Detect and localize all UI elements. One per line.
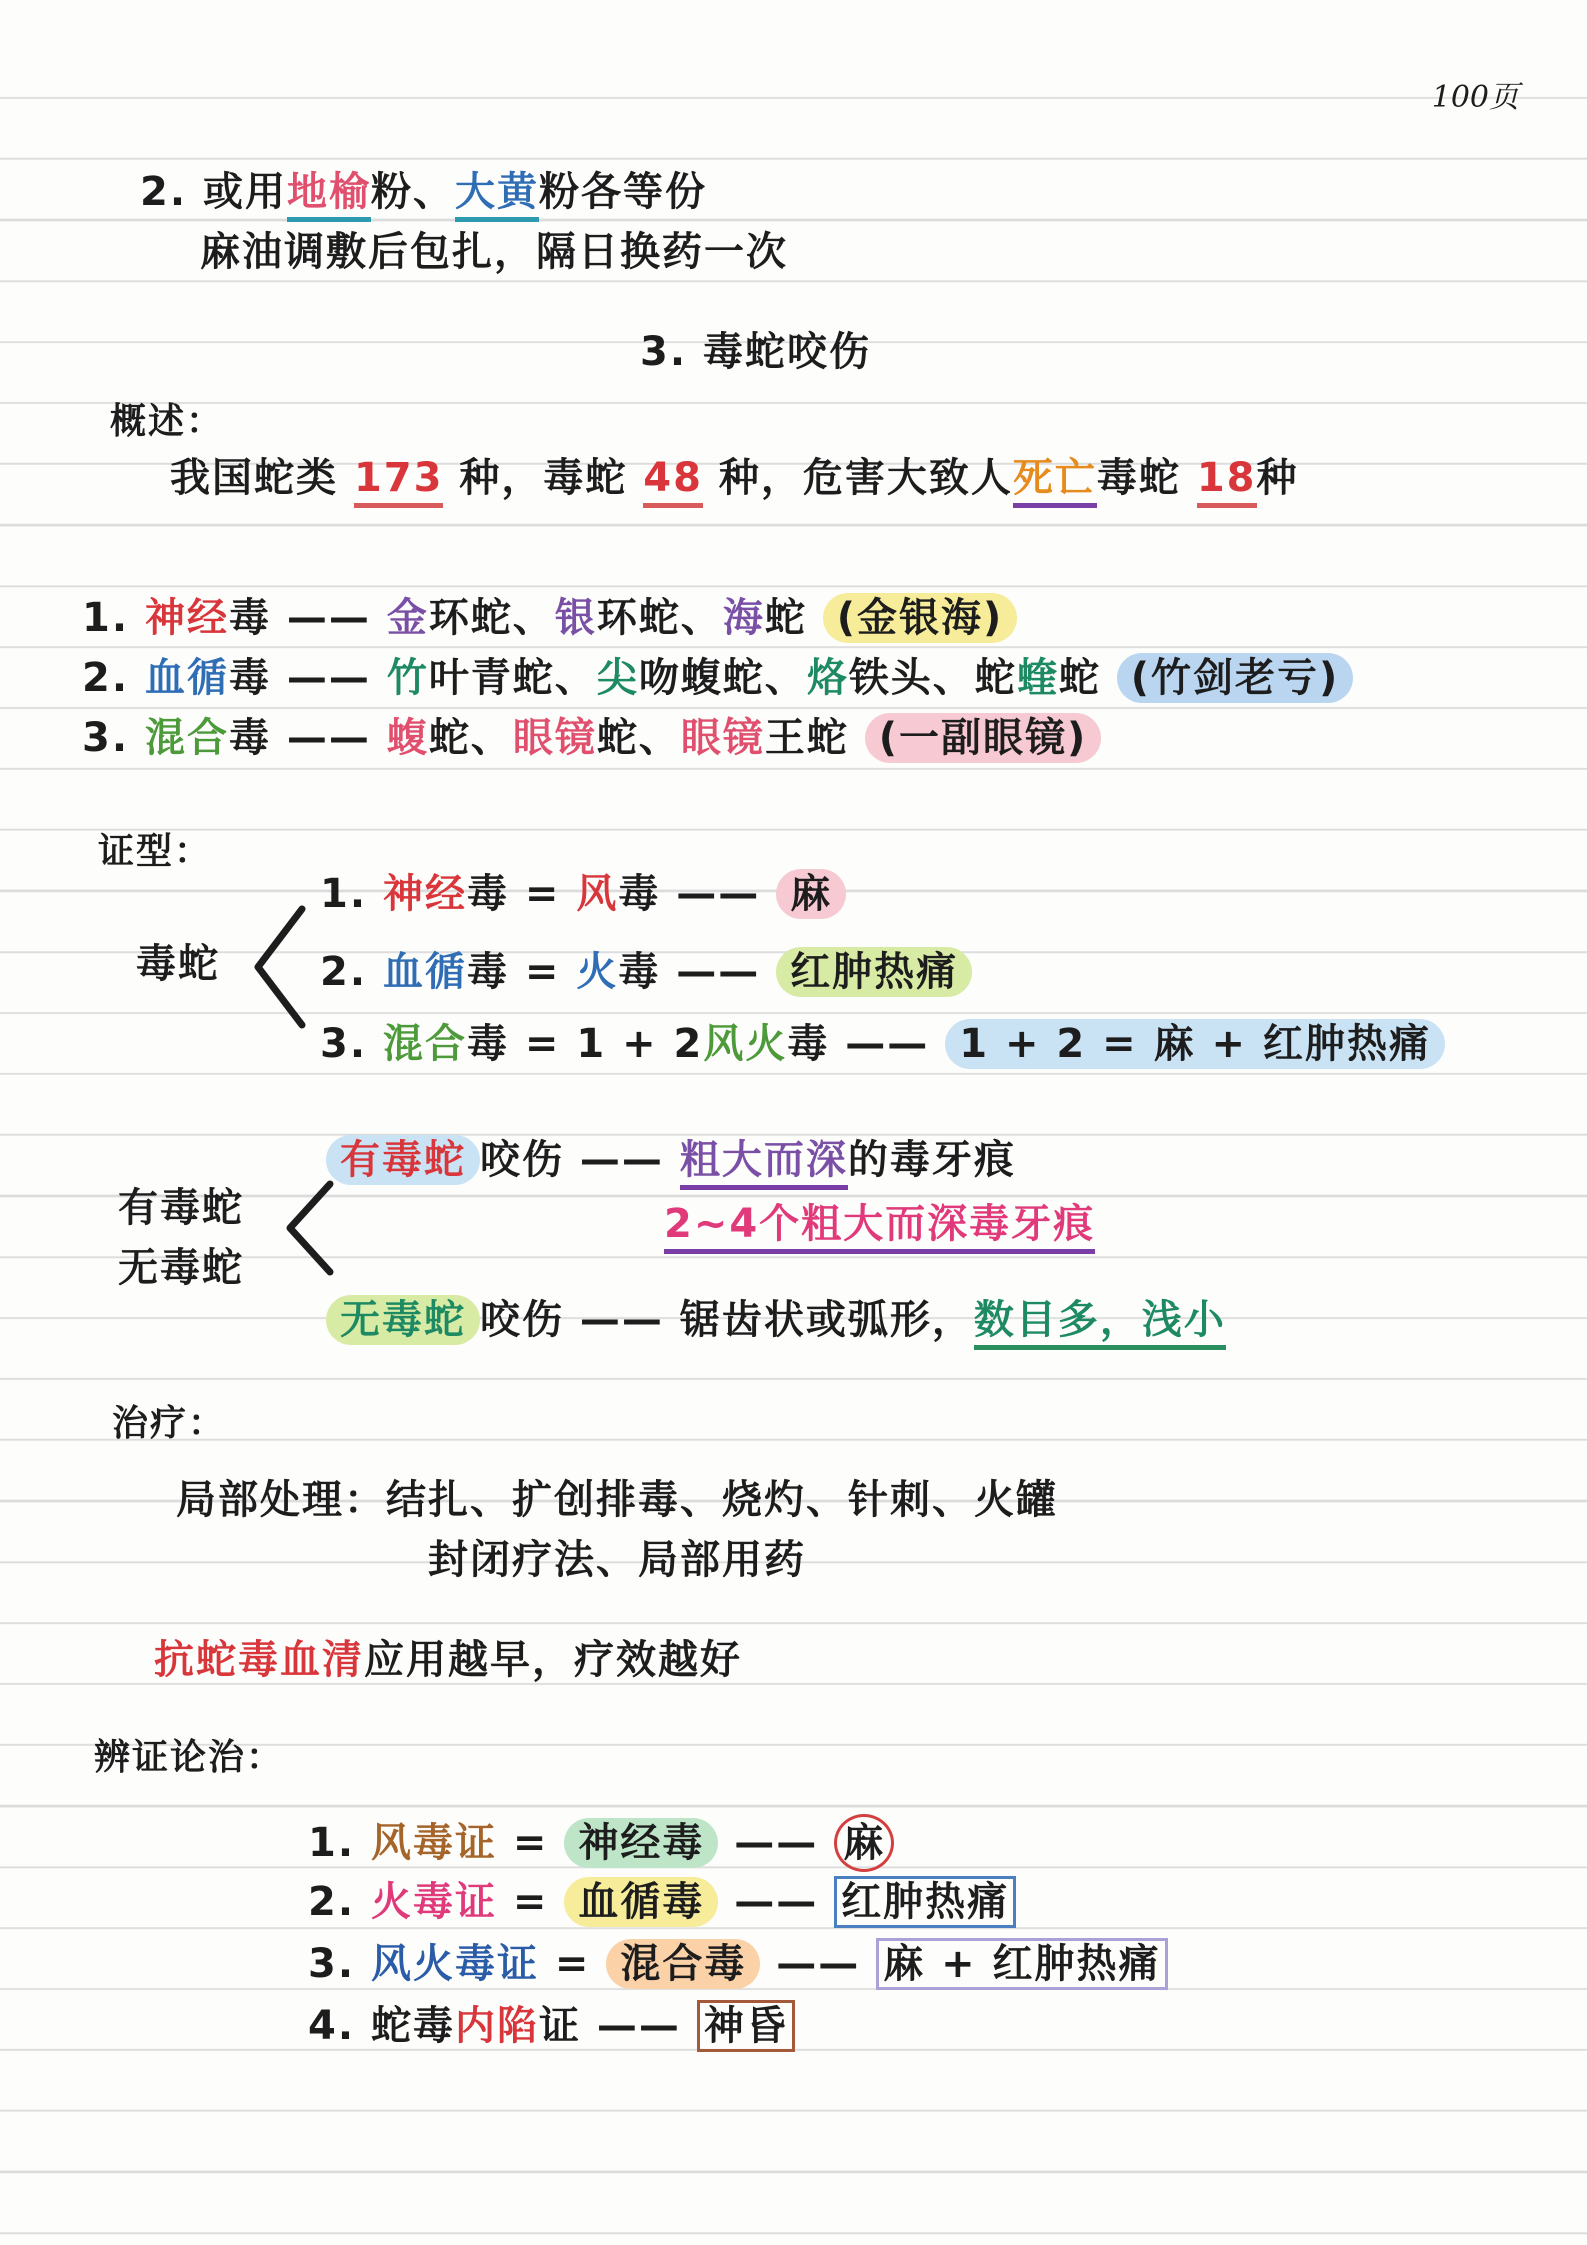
text: —— xyxy=(760,1941,877,1987)
herb-dahuang: 大黄 xyxy=(455,169,539,222)
item-number: 2. 或用 xyxy=(140,169,287,215)
text: 叶青蛇、 xyxy=(428,655,597,701)
treatment-label: 治疗： xyxy=(112,1403,227,1444)
text: 蛇毒 xyxy=(370,2003,455,2049)
herb-line xyxy=(140,166,707,218)
mnemonic: (竹剑老亏) xyxy=(1117,653,1354,703)
venom-type: 神经 xyxy=(382,871,467,917)
bracket-compare xyxy=(282,1180,342,1280)
deadly-count: 18 xyxy=(1197,455,1257,508)
class-neurotoxin xyxy=(82,592,1017,644)
syndrome-root: 毒蛇 xyxy=(136,941,220,987)
fang-count: 2~4个粗大而深毒牙痕 xyxy=(664,1201,1095,1254)
venom-type: 混合 xyxy=(144,715,229,761)
text: 应用越早，疗效越好 xyxy=(364,1637,742,1683)
venom-type: 神经 xyxy=(144,595,229,641)
text: 证 xyxy=(538,2003,581,2049)
key-char: 眼镜 xyxy=(512,715,597,761)
death-keyword: 死亡 xyxy=(1013,455,1097,508)
syndrome-item xyxy=(320,946,972,998)
text: 蛇 xyxy=(1058,655,1117,701)
fang-trait: 粗大而深 xyxy=(680,1137,848,1190)
section-title: 3. 毒蛇咬伤 xyxy=(640,329,871,375)
text: 蛇、 xyxy=(596,715,681,761)
venom-type: 血循 xyxy=(144,655,229,701)
local-treatment xyxy=(176,1474,1058,1526)
syndrome-item xyxy=(320,868,846,920)
text: 粉各等份 xyxy=(538,169,707,215)
local-treatment-2: 封闭疗法、局部用药 xyxy=(428,1537,806,1583)
text: 环蛇、 xyxy=(596,595,723,641)
toxin: 混合毒 xyxy=(606,1939,760,1989)
overview-text xyxy=(170,452,1299,504)
symptom: 红肿热痛 xyxy=(834,1876,1016,1928)
syndrome-name: 火毒证 xyxy=(370,1879,497,1925)
key-char: 尖 xyxy=(596,655,639,701)
text: 咬伤 —— xyxy=(480,1137,680,1183)
text: 铁头、蛇 xyxy=(848,655,1017,701)
venomous-snake: 有毒蛇 xyxy=(326,1135,480,1185)
venom-type: 混合 xyxy=(382,1021,467,1067)
teeth-trait: 数目多，浅小 xyxy=(974,1297,1226,1350)
venomous-bite xyxy=(326,1134,1016,1186)
pathogen: 风 xyxy=(576,871,619,917)
key-char: 蝮 xyxy=(386,715,429,761)
diff-item xyxy=(308,1876,1016,1928)
diff-item xyxy=(308,1814,894,1872)
item-number: 1. xyxy=(82,595,145,641)
item-number: 2. xyxy=(308,1879,371,1925)
nonvenomous-snake: 无毒蛇 xyxy=(326,1295,480,1345)
text: 毒 —— xyxy=(228,655,387,701)
item-number: 3. xyxy=(82,715,145,761)
syndrome-name: 风火毒证 xyxy=(370,1941,539,1987)
nonvenomous-bite xyxy=(326,1294,1226,1346)
text: 王蛇 xyxy=(764,715,865,761)
pathogen: 火 xyxy=(576,949,619,995)
key-char: 竹 xyxy=(386,655,429,701)
text: 我国蛇类 xyxy=(170,455,354,501)
toxin: 神经毒 xyxy=(564,1818,718,1868)
herb-instruction: 麻油调敷后包扎，隔日换药一次 xyxy=(200,229,788,275)
key-char: 海 xyxy=(722,595,765,641)
item-number: 3. xyxy=(308,1941,371,1987)
syndrome-name: 风毒证 xyxy=(370,1820,497,1866)
diff-item xyxy=(308,1938,1168,1990)
class-mixed xyxy=(82,712,1101,764)
text: 毒蛇 xyxy=(1096,455,1197,501)
text: 吻蝮蛇、 xyxy=(638,655,807,701)
text: 粉、 xyxy=(370,169,455,215)
text: 种 xyxy=(1256,455,1299,501)
text: 毒 —— xyxy=(228,715,387,761)
compare-root-2: 无毒蛇 xyxy=(118,1245,244,1291)
item-number: 4. xyxy=(308,2003,371,2049)
text: 毒 = xyxy=(466,949,577,995)
item-number: 2. xyxy=(82,655,145,701)
venomous-bite-detail xyxy=(664,1198,1095,1250)
antivenom: 抗蛇毒血清 xyxy=(154,1637,364,1683)
text: —— xyxy=(718,1820,835,1866)
item-number: 3. xyxy=(320,1021,383,1067)
text: —— xyxy=(580,2003,697,2049)
page-number: 100页 xyxy=(1431,80,1519,115)
species-count: 173 xyxy=(354,455,444,508)
text: 的毒牙痕 xyxy=(847,1137,1016,1183)
venomous-count: 48 xyxy=(643,455,703,508)
antivenom-line xyxy=(154,1634,742,1686)
overview-label: 概述： xyxy=(110,401,225,442)
toxin: 血循毒 xyxy=(564,1877,718,1927)
pathogen: 风火 xyxy=(703,1021,788,1067)
key-char: 金 xyxy=(386,595,429,641)
text: 毒 —— xyxy=(618,949,777,995)
symptom: 神昏 xyxy=(697,2000,795,2052)
text: 毒 —— xyxy=(228,595,387,641)
text: 咬伤 —— 锯齿状或弧形， xyxy=(480,1297,974,1343)
text: 蛇 xyxy=(764,595,823,641)
text: = xyxy=(496,1820,565,1866)
text: 毒 = xyxy=(466,871,577,917)
text: 毒 = 1 + 2 xyxy=(466,1021,704,1067)
symptom: 麻 xyxy=(776,869,846,919)
text: = xyxy=(538,1941,607,1987)
text: 毒 —— xyxy=(787,1021,946,1067)
text: 蛇、 xyxy=(428,715,513,761)
syndrome-label: 证型： xyxy=(98,831,213,872)
key-char: 烙 xyxy=(806,655,849,701)
item-number: 1. xyxy=(320,871,383,917)
differentiation-label: 辨证论治： xyxy=(94,1737,285,1778)
key-char: 蝰 xyxy=(1016,655,1059,701)
text: = xyxy=(496,1879,565,1925)
mnemonic: (一副眼镜) xyxy=(865,713,1102,763)
syndrome-name: 内陷 xyxy=(454,2003,539,2049)
item-number: 1. xyxy=(308,1820,371,1866)
herb-diyu: 地榆 xyxy=(287,169,371,222)
symptom: 麻 + 红肿热痛 xyxy=(876,1938,1167,1990)
symptom: 1 + 2 = 麻 + 红肿热痛 xyxy=(945,1019,1445,1069)
compare-root-1: 有毒蛇 xyxy=(118,1185,244,1231)
class-hemotoxin xyxy=(82,652,1353,704)
venom-type: 血循 xyxy=(382,949,467,995)
symptom: 红肿热痛 xyxy=(776,947,972,997)
text: —— xyxy=(718,1879,835,1925)
text: 毒 —— xyxy=(618,871,777,917)
text: 结扎、扩创排毒、烧灼、针刺、火罐 xyxy=(386,1477,1058,1523)
syndrome-item xyxy=(320,1018,1445,1070)
key-char: 眼镜 xyxy=(680,715,765,761)
symptom: 麻 xyxy=(834,1814,894,1872)
diff-item xyxy=(308,2000,795,2052)
mnemonic: (金银海) xyxy=(823,593,1018,643)
text: 环蛇、 xyxy=(428,595,555,641)
text: 局部处理： xyxy=(176,1477,386,1523)
text: 种，危害大致人 xyxy=(702,455,1013,501)
key-char: 银 xyxy=(554,595,597,641)
bracket-syndrome xyxy=(250,905,310,1035)
text: 种，毒蛇 xyxy=(443,455,644,501)
item-number: 2. xyxy=(320,949,383,995)
